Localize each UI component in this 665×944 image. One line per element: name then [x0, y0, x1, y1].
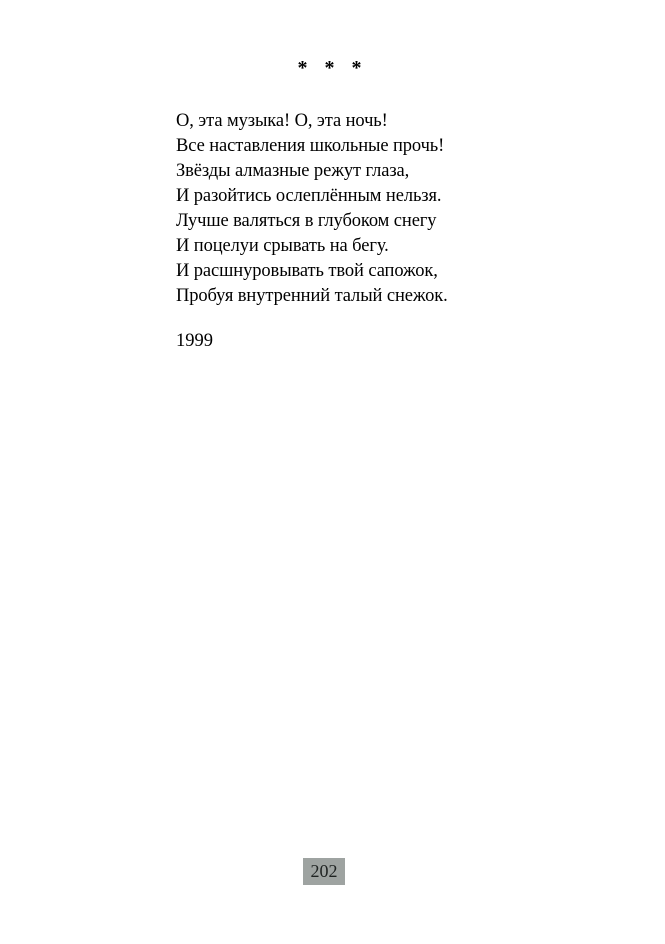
poem-text — [176, 109, 636, 309]
poem-line: И разойтись ослеплённым нельзя. — [176, 186, 442, 206]
poem-line: О, эта музыка! О, эта ночь! — [176, 111, 388, 131]
poem-year: 1999 — [176, 331, 213, 351]
poem-line: И поцелуи срывать на бегу. — [176, 236, 389, 256]
poem-line: И расшнуровывать твой сапожок, — [176, 261, 438, 281]
poem-line: Лучше валяться в глубоком снегу — [176, 211, 437, 231]
poem-line: Звёзды алмазные режут глаза, — [176, 161, 410, 181]
poem-line: Пробуя внутренний талый снежок. — [176, 286, 448, 306]
page-number: 202 — [303, 858, 345, 885]
poem-line: Все наставления школьные прочь! — [176, 136, 445, 156]
section-separator: * * * — [297, 57, 368, 79]
